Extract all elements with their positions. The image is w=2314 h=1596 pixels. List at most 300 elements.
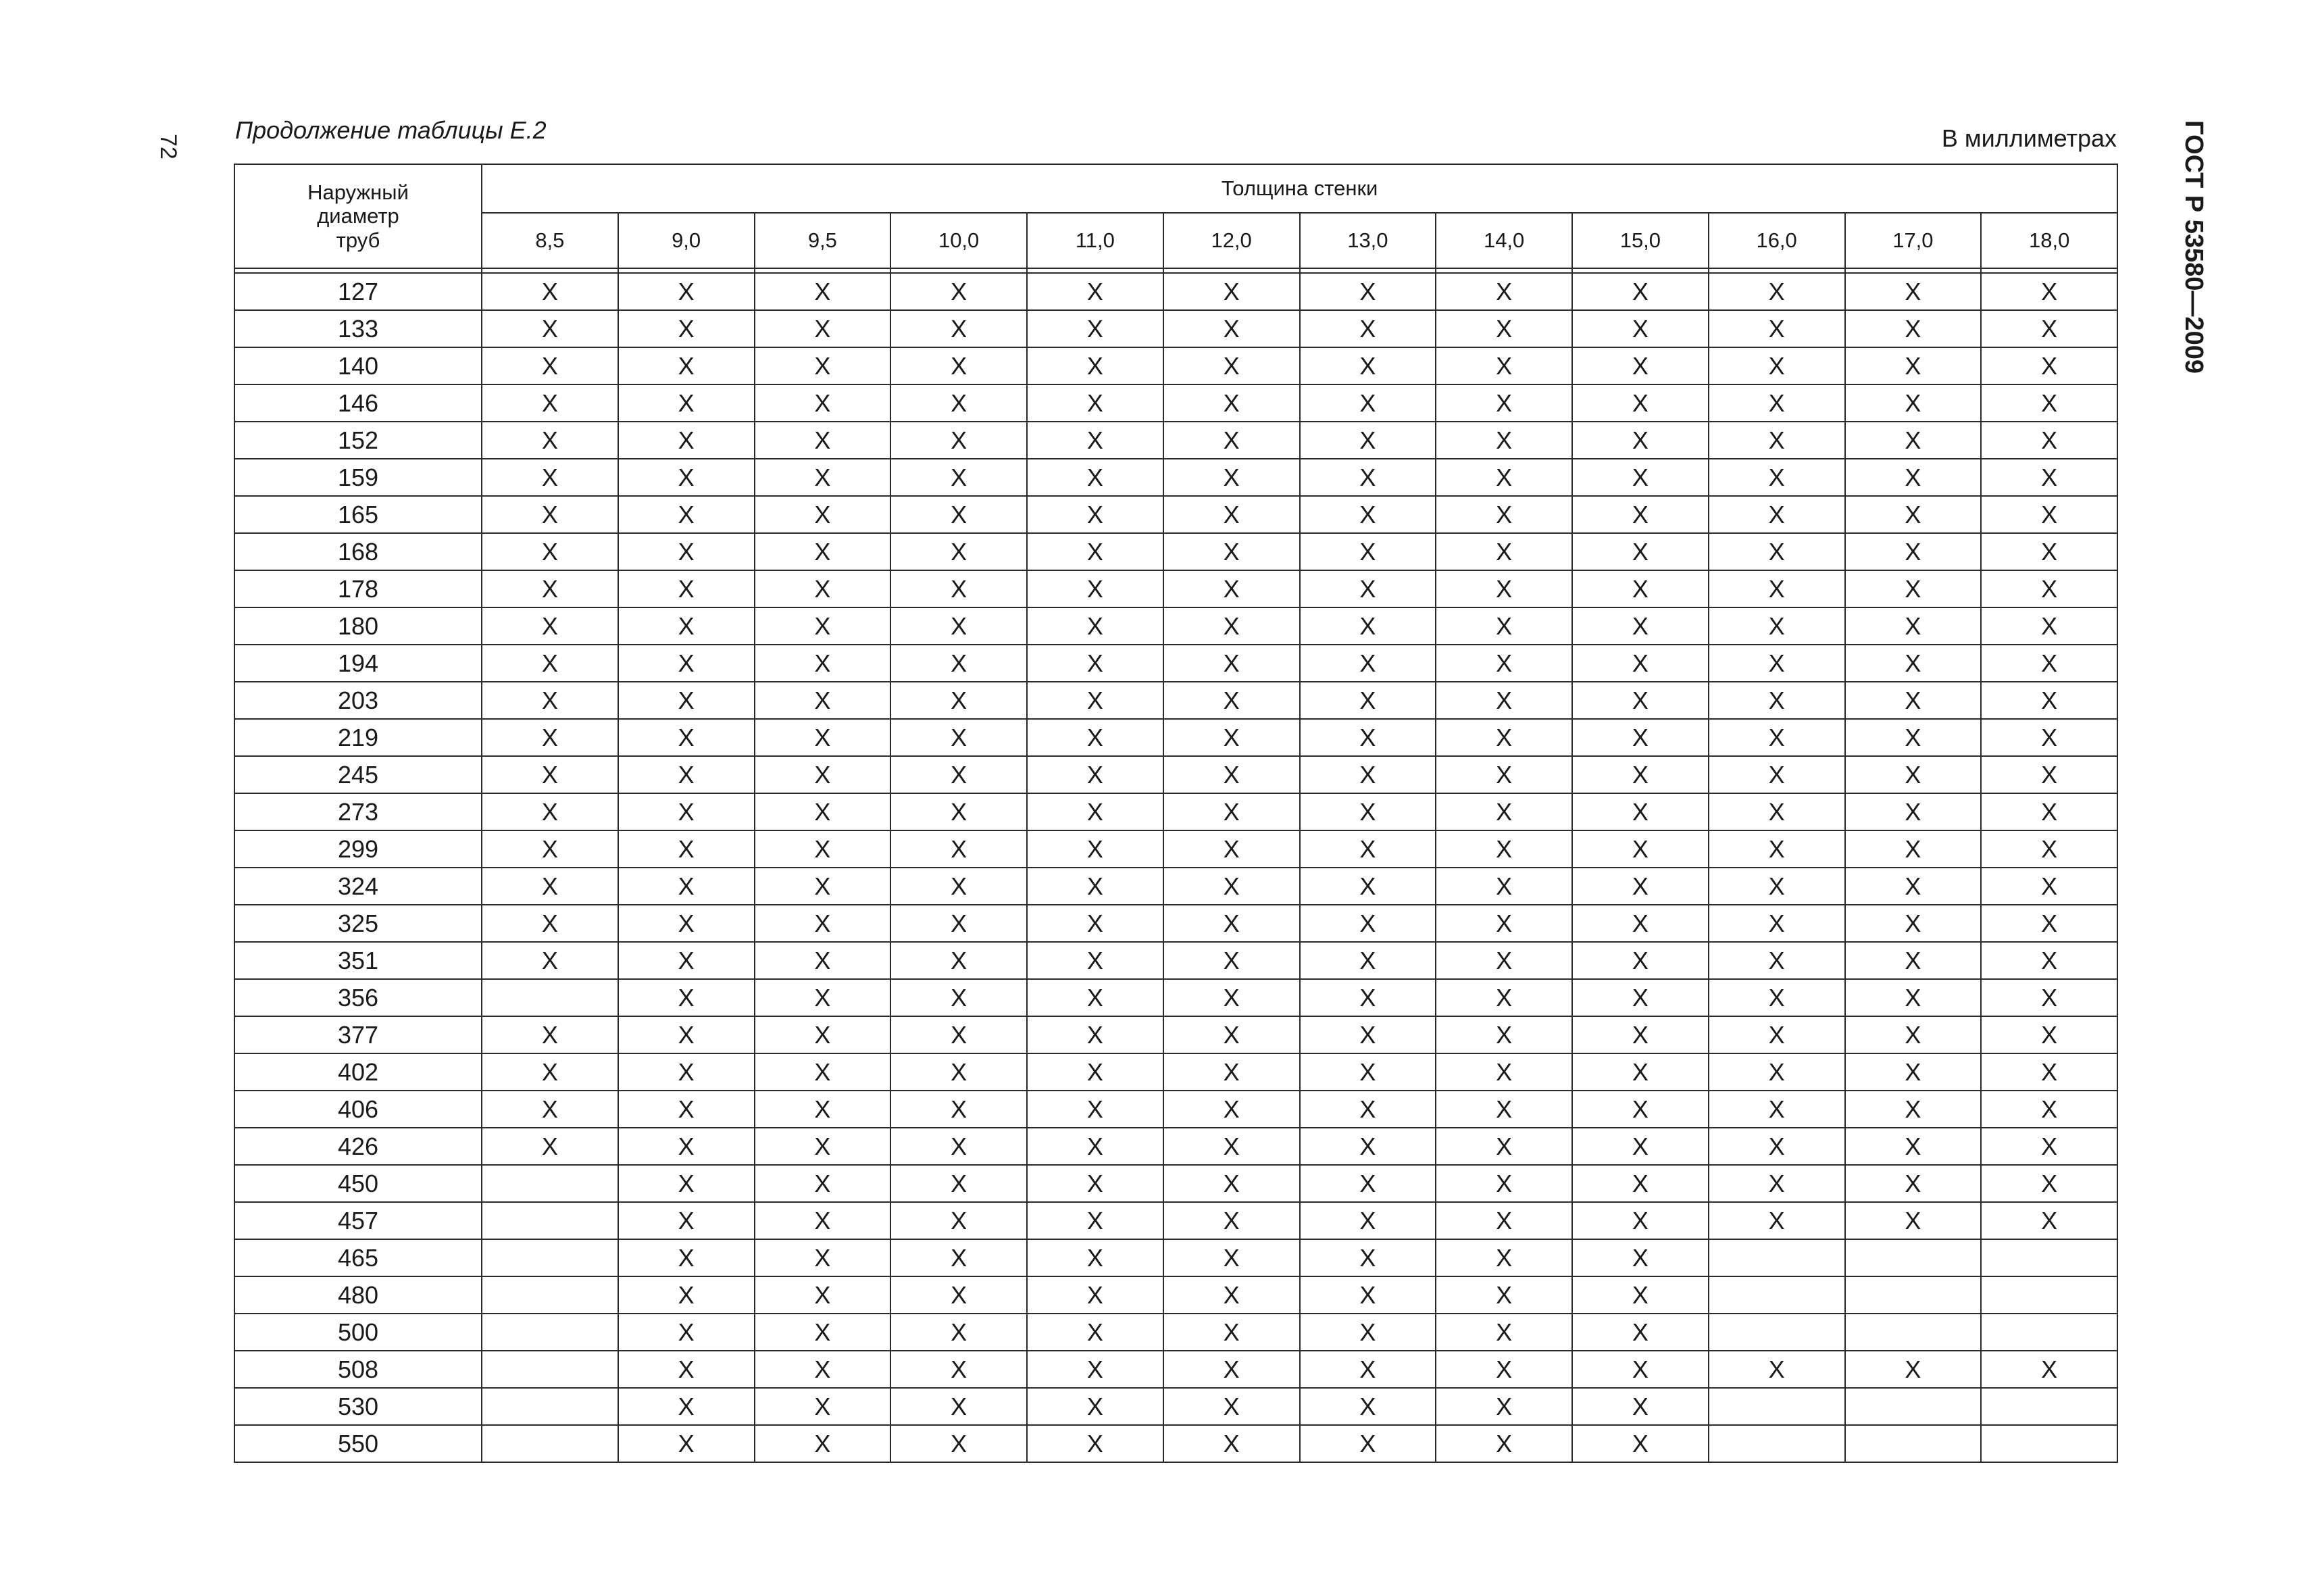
availability-cell: X <box>1572 756 1709 793</box>
diameter-cell: 480 <box>234 1276 482 1314</box>
availability-cell: X <box>1981 459 2117 496</box>
availability-cell: X <box>1572 1388 1709 1425</box>
availability-cell: X <box>618 1239 755 1276</box>
table-row <box>234 868 2117 905</box>
availability-cell: X <box>1709 979 1845 1016</box>
continuation-title: Продолжение таблицы Е.2 <box>235 116 547 144</box>
availability-cell: X <box>618 570 755 607</box>
thickness-column-header: 9,5 <box>755 213 891 268</box>
availability-cell: X <box>1027 533 1163 570</box>
availability-cell: X <box>618 384 755 422</box>
availability-cell: X <box>890 273 1027 310</box>
availability-cell: X <box>1436 1053 1572 1091</box>
availability-cell: X <box>1163 310 1300 347</box>
availability-cell: X <box>890 496 1027 533</box>
availability-cell: X <box>755 1202 891 1239</box>
availability-cell: X <box>1436 1425 1572 1462</box>
availability-cell: X <box>890 533 1027 570</box>
availability-cell: X <box>1163 905 1300 942</box>
table-row <box>234 979 2117 1016</box>
availability-cell: X <box>1436 682 1572 719</box>
availability-cell: X <box>1709 607 1845 645</box>
availability-cell: X <box>1300 830 1436 868</box>
availability-cell: X <box>755 533 891 570</box>
availability-cell: X <box>1300 1202 1436 1239</box>
availability-cell: X <box>1163 868 1300 905</box>
availability-cell: X <box>890 793 1027 830</box>
availability-cell: X <box>1163 459 1300 496</box>
availability-cell: X <box>1300 645 1436 682</box>
availability-cell: X <box>618 756 755 793</box>
availability-cell: X <box>1300 496 1436 533</box>
diameter-cell: 273 <box>234 793 482 830</box>
availability-cell: X <box>482 719 618 756</box>
availability-cell: X <box>1572 905 1709 942</box>
availability-cell: X <box>618 719 755 756</box>
availability-cell: X <box>1572 793 1709 830</box>
availability-cell <box>482 1351 618 1388</box>
table-row <box>234 1128 2117 1165</box>
availability-cell: X <box>1845 273 1982 310</box>
thickness-column-header: 9,0 <box>618 213 755 268</box>
availability-cell: X <box>1845 1053 1982 1091</box>
availability-cell: X <box>1845 830 1982 868</box>
availability-cell <box>482 1202 618 1239</box>
diameter-cell: 356 <box>234 979 482 1016</box>
diameter-cell: 450 <box>234 1165 482 1202</box>
table-row <box>234 459 2117 496</box>
availability-cell: X <box>755 793 891 830</box>
availability-cell: X <box>1709 1016 1845 1053</box>
availability-cell <box>482 1239 618 1276</box>
availability-cell <box>1845 1425 1982 1462</box>
availability-cell: X <box>755 1053 891 1091</box>
availability-cell: X <box>1845 310 1982 347</box>
availability-cell: X <box>1981 1091 2117 1128</box>
availability-cell: X <box>618 830 755 868</box>
page-number: 72 <box>155 134 181 159</box>
availability-cell: X <box>1572 533 1709 570</box>
thickness-column-header: 13,0 <box>1300 213 1436 268</box>
diameter-cell: 550 <box>234 1425 482 1462</box>
availability-cell: X <box>1572 273 1709 310</box>
availability-cell: X <box>1300 1276 1436 1314</box>
availability-cell: X <box>1981 1165 2117 1202</box>
table-row <box>234 942 2117 979</box>
availability-cell: X <box>1981 384 2117 422</box>
availability-cell: X <box>1981 422 2117 459</box>
availability-cell: X <box>1027 1314 1163 1351</box>
availability-cell: X <box>1300 868 1436 905</box>
availability-cell: X <box>1845 645 1982 682</box>
availability-cell: X <box>482 682 618 719</box>
diameter-cell: 325 <box>234 905 482 942</box>
availability-cell: X <box>890 607 1027 645</box>
availability-cell: X <box>1027 273 1163 310</box>
availability-cell: X <box>1572 384 1709 422</box>
availability-cell: X <box>1300 1016 1436 1053</box>
availability-cell: X <box>1300 682 1436 719</box>
availability-cell: X <box>1300 979 1436 1016</box>
availability-cell: X <box>1027 793 1163 830</box>
availability-cell: X <box>890 1053 1027 1091</box>
availability-cell: X <box>1027 1388 1163 1425</box>
availability-cell: X <box>1981 905 2117 942</box>
table-row <box>234 682 2117 719</box>
availability-cell: X <box>1845 1165 1982 1202</box>
table-row <box>234 905 2117 942</box>
availability-cell: X <box>1300 1091 1436 1128</box>
table-row <box>234 719 2117 756</box>
diameter-cell: 203 <box>234 682 482 719</box>
availability-cell: X <box>1981 273 2117 310</box>
availability-cell: X <box>1981 496 2117 533</box>
availability-cell <box>1981 1314 2117 1351</box>
availability-cell: X <box>890 1276 1027 1314</box>
availability-cell: X <box>1027 1425 1163 1462</box>
diameter-cell: 324 <box>234 868 482 905</box>
availability-cell: X <box>1572 1202 1709 1239</box>
availability-cell: X <box>1027 570 1163 607</box>
availability-cell: X <box>482 645 618 682</box>
availability-cell: X <box>755 1091 891 1128</box>
availability-cell <box>1709 1239 1845 1276</box>
availability-cell: X <box>755 384 891 422</box>
availability-cell: X <box>1163 830 1300 868</box>
availability-cell: X <box>1572 459 1709 496</box>
availability-cell: X <box>1163 1128 1300 1165</box>
availability-cell: X <box>1163 1239 1300 1276</box>
availability-cell: X <box>1709 347 1845 384</box>
availability-cell: X <box>1572 1425 1709 1462</box>
availability-cell: X <box>755 570 891 607</box>
availability-cell: X <box>890 645 1027 682</box>
availability-cell: X <box>1572 607 1709 645</box>
availability-cell: X <box>1300 793 1436 830</box>
table-row <box>234 1053 2117 1091</box>
availability-cell: X <box>1709 570 1845 607</box>
availability-cell: X <box>755 1016 891 1053</box>
availability-cell: X <box>1163 607 1300 645</box>
diameter-cell: 140 <box>234 347 482 384</box>
availability-cell: X <box>1300 533 1436 570</box>
availability-cell: X <box>482 905 618 942</box>
availability-cell: X <box>618 793 755 830</box>
availability-cell: X <box>1845 496 1982 533</box>
diameter-cell: 127 <box>234 273 482 310</box>
availability-cell: X <box>1300 384 1436 422</box>
table-row <box>234 570 2117 607</box>
availability-cell: X <box>1300 1351 1436 1388</box>
availability-cell: X <box>1981 1053 2117 1091</box>
availability-cell: X <box>482 533 618 570</box>
diameter-cell: 146 <box>234 384 482 422</box>
diameter-cell: 133 <box>234 310 482 347</box>
table-row <box>234 1091 2117 1128</box>
availability-cell: X <box>890 1388 1027 1425</box>
diameter-cell: 299 <box>234 830 482 868</box>
availability-cell <box>1709 1388 1845 1425</box>
availability-cell: X <box>1436 719 1572 756</box>
availability-cell: X <box>1572 1091 1709 1128</box>
availability-cell: X <box>1572 942 1709 979</box>
units-note: В миллиметрах <box>1941 124 2117 152</box>
availability-cell <box>1845 1276 1982 1314</box>
availability-cell: X <box>482 868 618 905</box>
availability-cell: X <box>890 719 1027 756</box>
availability-cell: X <box>1300 1425 1436 1462</box>
diameter-cell: 406 <box>234 1091 482 1128</box>
availability-cell: X <box>1027 868 1163 905</box>
table-row <box>234 793 2117 830</box>
availability-cell: X <box>1436 1314 1572 1351</box>
availability-cell: X <box>1709 1351 1845 1388</box>
availability-cell: X <box>618 905 755 942</box>
availability-cell: X <box>890 459 1027 496</box>
availability-cell: X <box>482 942 618 979</box>
availability-cell: X <box>1572 830 1709 868</box>
availability-cell: X <box>618 868 755 905</box>
availability-cell: X <box>1163 1165 1300 1202</box>
availability-cell: X <box>1709 682 1845 719</box>
availability-cell: X <box>1981 607 2117 645</box>
availability-cell: X <box>755 682 891 719</box>
availability-cell: X <box>1027 422 1163 459</box>
availability-cell: X <box>1163 422 1300 459</box>
availability-cell: X <box>1845 384 1982 422</box>
diameter-header <box>234 164 482 268</box>
availability-cell: X <box>1436 273 1572 310</box>
availability-cell: X <box>1300 719 1436 756</box>
availability-cell: X <box>1163 1091 1300 1128</box>
availability-cell: X <box>1027 1276 1163 1314</box>
availability-cell: X <box>1163 756 1300 793</box>
availability-cell: X <box>1300 905 1436 942</box>
availability-cell: X <box>1709 1053 1845 1091</box>
availability-cell: X <box>1572 719 1709 756</box>
availability-cell: X <box>1163 1351 1300 1388</box>
availability-cell <box>482 1314 618 1351</box>
availability-cell: X <box>1300 422 1436 459</box>
availability-cell: X <box>890 756 1027 793</box>
availability-cell: X <box>1709 422 1845 459</box>
availability-cell: X <box>755 1128 891 1165</box>
availability-cell: X <box>1845 942 1982 979</box>
availability-cell: X <box>1436 607 1572 645</box>
availability-cell: X <box>1300 1239 1436 1276</box>
availability-cell: X <box>618 1388 755 1425</box>
availability-cell: X <box>618 310 755 347</box>
availability-cell: X <box>1709 868 1845 905</box>
availability-cell: X <box>1163 1053 1300 1091</box>
diameter-cell: 465 <box>234 1239 482 1276</box>
availability-cell: X <box>1709 1165 1845 1202</box>
availability-cell: X <box>482 830 618 868</box>
availability-cell: X <box>618 645 755 682</box>
availability-cell: X <box>1027 905 1163 942</box>
availability-cell: X <box>890 682 1027 719</box>
availability-cell: X <box>618 496 755 533</box>
availability-cell: X <box>1845 533 1982 570</box>
availability-cell: X <box>482 1128 618 1165</box>
availability-cell: X <box>755 719 891 756</box>
availability-cell: X <box>1436 830 1572 868</box>
availability-cell: X <box>1436 310 1572 347</box>
availability-cell: X <box>1436 942 1572 979</box>
availability-cell: X <box>1027 1351 1163 1388</box>
availability-cell: X <box>1709 273 1845 310</box>
thickness-column-header: 15,0 <box>1572 213 1709 268</box>
availability-cell: X <box>1436 1165 1572 1202</box>
availability-cell: X <box>1163 1388 1300 1425</box>
availability-cell <box>1981 1388 2117 1425</box>
availability-cell: X <box>1436 1202 1572 1239</box>
header-separator <box>234 268 2117 273</box>
availability-cell: X <box>890 905 1027 942</box>
availability-cell: X <box>1163 1314 1300 1351</box>
availability-cell: X <box>1981 1016 2117 1053</box>
availability-cell: X <box>755 1239 891 1276</box>
availability-cell: X <box>1436 459 1572 496</box>
availability-cell: X <box>618 1425 755 1462</box>
availability-cell: X <box>1436 868 1572 905</box>
diameter-cell: 457 <box>234 1202 482 1239</box>
availability-cell: X <box>890 868 1027 905</box>
table-row <box>234 645 2117 682</box>
diameter-header-line: труб <box>336 228 380 252</box>
availability-cell: X <box>1845 570 1982 607</box>
availability-cell: X <box>1436 1351 1572 1388</box>
diameter-cell: 152 <box>234 422 482 459</box>
table-row <box>234 607 2117 645</box>
diameter-cell: 426 <box>234 1128 482 1165</box>
availability-cell: X <box>890 422 1027 459</box>
availability-cell <box>482 1388 618 1425</box>
availability-cell: X <box>755 273 891 310</box>
availability-cell: X <box>1845 1128 1982 1165</box>
availability-cell: X <box>1981 1351 2117 1388</box>
availability-cell: X <box>890 1091 1027 1128</box>
availability-cell: X <box>890 830 1027 868</box>
availability-cell: X <box>1845 719 1982 756</box>
availability-cell: X <box>1572 422 1709 459</box>
availability-cell: X <box>1027 645 1163 682</box>
availability-cell: X <box>482 1053 618 1091</box>
availability-cell: X <box>1027 1128 1163 1165</box>
availability-cell: X <box>618 273 755 310</box>
table-row <box>234 1202 2117 1239</box>
availability-cell: X <box>1845 1202 1982 1239</box>
availability-cell: X <box>1163 496 1300 533</box>
availability-cell: X <box>1709 310 1845 347</box>
availability-cell: X <box>1572 1016 1709 1053</box>
diameter-cell: 165 <box>234 496 482 533</box>
availability-cell: X <box>755 347 891 384</box>
table-row <box>234 1425 2117 1462</box>
availability-cell: X <box>1709 533 1845 570</box>
availability-cell: X <box>1436 756 1572 793</box>
availability-cell: X <box>482 607 618 645</box>
diameter-cell: 500 <box>234 1314 482 1351</box>
table-row <box>234 422 2117 459</box>
availability-cell <box>1709 1276 1845 1314</box>
availability-cell <box>482 979 618 1016</box>
availability-cell: X <box>482 1091 618 1128</box>
availability-cell: X <box>1572 1053 1709 1091</box>
diameter-cell: 351 <box>234 942 482 979</box>
availability-cell: X <box>755 942 891 979</box>
availability-cell: X <box>1572 570 1709 607</box>
availability-cell: X <box>1572 496 1709 533</box>
availability-cell: X <box>1300 1165 1436 1202</box>
availability-cell: X <box>1027 496 1163 533</box>
thickness-column-header: 8,5 <box>482 213 618 268</box>
availability-cell <box>1709 1314 1845 1351</box>
availability-cell: X <box>1436 1016 1572 1053</box>
availability-cell: X <box>618 1053 755 1091</box>
availability-cell: X <box>1163 273 1300 310</box>
table-row <box>234 1239 2117 1276</box>
availability-cell: X <box>618 1091 755 1128</box>
availability-cell: X <box>1027 1091 1163 1128</box>
availability-cell: X <box>1163 979 1300 1016</box>
availability-cell: X <box>755 905 891 942</box>
availability-cell: X <box>618 942 755 979</box>
availability-cell: X <box>1436 384 1572 422</box>
availability-cell <box>1981 1425 2117 1462</box>
availability-cell: X <box>1845 793 1982 830</box>
availability-cell: X <box>1709 719 1845 756</box>
availability-cell <box>1845 1388 1982 1425</box>
thickness-column-header: 17,0 <box>1845 213 1982 268</box>
availability-cell: X <box>1572 1165 1709 1202</box>
availability-cell: X <box>618 422 755 459</box>
availability-cell: X <box>1436 570 1572 607</box>
availability-cell: X <box>890 384 1027 422</box>
availability-cell: X <box>1845 682 1982 719</box>
availability-cell: X <box>482 310 618 347</box>
availability-cell: X <box>1163 1202 1300 1239</box>
availability-cell <box>1981 1239 2117 1276</box>
availability-cell: X <box>1572 645 1709 682</box>
availability-cell: X <box>1845 1091 1982 1128</box>
availability-cell: X <box>482 384 618 422</box>
availability-cell: X <box>1163 384 1300 422</box>
availability-cell: X <box>1572 347 1709 384</box>
availability-cell: X <box>1436 533 1572 570</box>
diameter-cell: 530 <box>234 1388 482 1425</box>
availability-cell: X <box>1300 607 1436 645</box>
diameter-cell: 159 <box>234 459 482 496</box>
availability-cell: X <box>890 1016 1027 1053</box>
diameter-header-line: диаметр <box>317 204 399 228</box>
availability-cell: X <box>1300 756 1436 793</box>
pipe-thickness-table <box>234 164 2118 1463</box>
diameter-cell: 402 <box>234 1053 482 1091</box>
availability-cell: X <box>1163 1425 1300 1462</box>
availability-cell: X <box>1709 756 1845 793</box>
availability-cell: X <box>1709 793 1845 830</box>
availability-cell: X <box>890 1128 1027 1165</box>
availability-cell: X <box>1163 942 1300 979</box>
availability-cell: X <box>1572 682 1709 719</box>
diameter-cell: 508 <box>234 1351 482 1388</box>
availability-cell: X <box>1163 645 1300 682</box>
availability-cell: X <box>1027 979 1163 1016</box>
availability-cell: X <box>1981 868 2117 905</box>
table-row <box>234 1314 2117 1351</box>
availability-cell: X <box>1981 719 2117 756</box>
